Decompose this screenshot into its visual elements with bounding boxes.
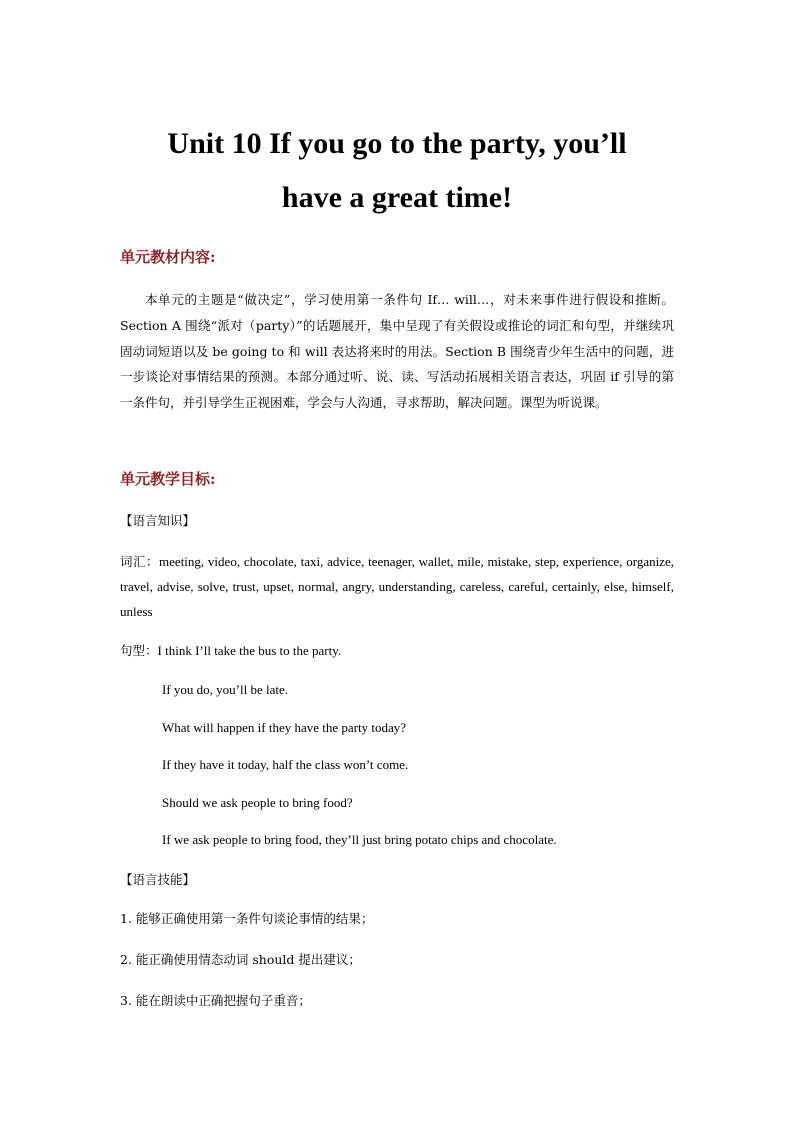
vocabulary-label: 词汇：	[120, 554, 160, 569]
vocabulary-list: meeting, video, chocolate, taxi, advice, teenager, wallet, mile, mistake, step, experience, organize, travel, advise, solve, trust, upset, normal, angry, understanding, careless, careful, certainly, else, himself, unless	[120, 554, 674, 619]
document-title-line-1: Unit 10 If you go to the party, you’ll	[167, 127, 627, 160]
section-heading-content: 单元教材内容:	[120, 248, 216, 266]
sentence-item: I think I’ll take the bus to the party.	[157, 643, 342, 658]
vocabulary-block	[120, 549, 674, 624]
sentence-item: What will happen if they have the party today?	[162, 720, 407, 735]
language-knowledge-label: 【语言知识】	[120, 513, 196, 528]
sentence-item: Should we ask people to bring food?	[162, 795, 353, 810]
skill-item: 3. 能在朗读中正确把握句子重音；	[120, 993, 311, 1008]
language-skills-label: 【语言技能】	[120, 872, 196, 887]
document-title-line-2: have a great time!	[281, 181, 513, 214]
skill-item: 2. 能正确使用情态动词 should 提出建议；	[120, 952, 361, 967]
sentence-item: If you do, you’ll be late.	[162, 682, 288, 697]
sentence-pattern-label: 句型：	[120, 643, 158, 658]
content-paragraph: 本单元的主题是“做决定”，学习使用第一条件句 If… will…，对未来事件进行假设和推断。Section A 围绕“派对（party）”的话题展开，集中呈现了有关假设或推论的词汇和句型，并继续巩固动词短语以及 be going to 和 will 表达将来时的用法。Section B 围绕青少年生活中的问题，进一步谈论对事情结果的预测。本部分通过听、说、读、写活动拓展相关语言表达，巩固 if 引导的第一条件句，并引导学生正视困难，学会与人沟通，寻求帮助，解决问题。课型为听说课。	[120, 292, 674, 411]
sentence-item: If they have it today, half the class won’t come.	[162, 757, 409, 772]
sentence-item: If we ask people to bring food, they’ll just bring potato chips and chocolate.	[162, 832, 557, 847]
skill-item: 1. 能够正确使用第一条件句谈论事情的结果；	[120, 911, 374, 926]
sentence-pattern-row	[120, 641, 341, 661]
section-heading-goals: 单元教学目标:	[120, 470, 216, 488]
